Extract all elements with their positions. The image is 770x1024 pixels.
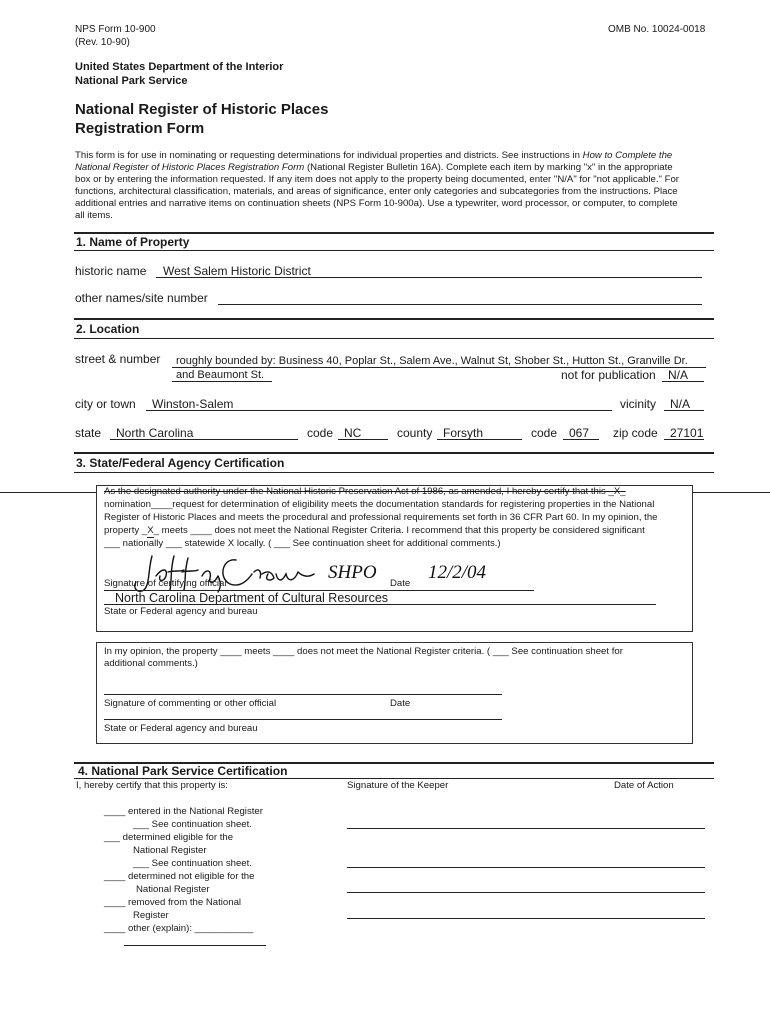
section1-heading: 1. Name of Property [76, 235, 190, 249]
keeper-signature-line[interactable] [347, 892, 705, 893]
not-for-publication-label: not for publication [561, 368, 656, 382]
agency-value[interactable]: North Carolina Department of Cultural Resources [115, 591, 389, 605]
state-code-label: code [307, 426, 334, 440]
zip-value[interactable]: 27101 [670, 426, 704, 440]
agency-label: State or Federal agency and bureau [104, 606, 258, 617]
agency-line [104, 604, 656, 605]
section3-heading: 3. State/Federal Agency Certification [76, 456, 285, 470]
comment-signature-label: Signature of commenting or other official [104, 698, 277, 709]
certification-statement: As the designated authority under the National Historic Preservation Act of 1986, as amended, I hereby certify that this _X_ [104, 486, 626, 497]
opinion-statement: In my opinion, the property ____ meets ____ does not meet the National Register criteria. ( ___ See continuation sheet for [104, 646, 623, 657]
signature-date: 12/2/04 [428, 562, 487, 583]
comment-signature-line[interactable] [104, 694, 502, 695]
keeper-signature-label: Signature of the Keeper [347, 780, 449, 791]
other-names-label: other names/site number [75, 291, 208, 305]
meets-checkmark[interactable]: X [147, 525, 154, 536]
determined-not-eligible-option[interactable]: ____ determined not eligible for the [104, 871, 255, 882]
section2-heading: 2. Location [76, 322, 140, 336]
not-for-publication-value[interactable]: N/A [668, 368, 689, 382]
county-code-label: code [531, 426, 558, 440]
nps-certify-statement: I, hereby certify that this property is: [76, 780, 228, 791]
instructions-reference: National Register of Historic Places Registration Form [75, 162, 305, 173]
vicinity-value[interactable]: N/A [670, 397, 691, 411]
date-label: Date [390, 578, 411, 589]
vicinity-label: vicinity [620, 397, 657, 411]
other-explain-line[interactable] [124, 945, 266, 946]
section-rule [74, 472, 714, 473]
instructions-text: functions, architectural classification, materials, and areas of significance, enter only categories and subcategories from the instructions. Place [75, 186, 678, 197]
continuation-sheet-option[interactable]: ___ See continuation sheet. [133, 858, 252, 869]
keeper-signature-line[interactable] [347, 918, 705, 919]
instructions-text: This form is for use in nominating or requesting determinations for individual properties and districts. See instructions in [75, 150, 583, 161]
instructions-text: additional entries and narrative items on continuation sheets (NPS Form 10-900a). Use a typewriter, word processor, or computer, to complete [75, 198, 678, 209]
section-rule [74, 778, 714, 779]
list-item: National Register [136, 884, 210, 895]
certification-statement: Register of Historic Places and meets the procedural and professional requirements set forth in 36 CFR Part 60. In my opinion, the [104, 512, 658, 523]
scan-rule [693, 492, 770, 493]
city-line [146, 410, 612, 411]
city-value[interactable]: Winston-Salem [152, 397, 234, 411]
section-rule [74, 452, 714, 454]
county-code-value[interactable]: 067 [569, 426, 590, 440]
other-explain-option[interactable]: ____ other (explain): ___________ [104, 923, 254, 934]
keeper-signature-line[interactable] [347, 828, 705, 829]
list-item: National Register [133, 845, 207, 856]
state-line [110, 439, 298, 440]
section-rule [74, 318, 714, 320]
removed-register-option[interactable]: ____ removed from the National [104, 897, 242, 908]
form-title-line2: Registration Form [75, 120, 205, 137]
form-number: NPS Form 10-900 [75, 24, 156, 35]
zip-label: zip code [613, 426, 658, 440]
street-line [172, 381, 272, 382]
comment-agency-label: State or Federal agency and bureau [104, 723, 258, 734]
state-code-value[interactable]: NC [344, 426, 362, 440]
state-value[interactable]: North Carolina [116, 426, 194, 440]
department-name: United States Department of the Interior [75, 61, 284, 73]
locally-checkmark[interactable]: X [227, 538, 235, 549]
not-for-publication-line [662, 381, 704, 382]
county-label: county [397, 426, 433, 440]
section-rule [74, 338, 714, 339]
comment-agency-line[interactable] [104, 719, 502, 720]
form-revision: (Rev. 10-90) [75, 37, 130, 48]
determined-eligible-option[interactable]: ___ determined eligible for the [104, 832, 234, 843]
continuation-sheet-option[interactable]: ___ See continuation sheet. [133, 819, 252, 830]
section4-heading: 4. National Park Service Certification [78, 764, 288, 778]
service-name: National Park Service [75, 75, 188, 87]
street-value-continued[interactable]: and Beaumont St. [176, 369, 265, 381]
certification-statement: nomination____request for determination of eligibility meets the documentation standards for registering properties in the National [104, 499, 655, 510]
instructions-paragraph [75, 150, 715, 222]
nomination-checkmark[interactable]: X [613, 486, 621, 497]
certification-statement: property _X_ meets ____ does not meet the National Register Criteria. I recommend that this property be considered significant [104, 525, 645, 536]
other-names-line[interactable] [218, 304, 702, 305]
section-rule [74, 250, 714, 251]
street-value[interactable]: roughly bounded by: Business 40, Poplar St., Salem Ave., Walnut St, Shober St., Hutton St., Granville Dr. [176, 355, 688, 367]
scan-rule [0, 492, 96, 493]
signatory-title: SHPO [328, 562, 377, 583]
county-value[interactable]: Forsyth [443, 426, 484, 440]
form-title-line1: National Register of Historic Places [75, 101, 329, 118]
historic-name-line [156, 277, 702, 278]
county-line [437, 439, 522, 440]
entered-register-option[interactable]: ____ entered in the National Register [104, 806, 263, 817]
state-label: state [75, 426, 102, 440]
keeper-signature-line[interactable] [347, 867, 705, 868]
county-code-line [563, 439, 599, 440]
list-item: Register [133, 910, 169, 921]
certification-statement: ___ nationally ___ statewide X locally. ( ___ See continuation sheet for additional comments.) [104, 538, 501, 549]
state-code-line [338, 439, 388, 440]
historic-name-value[interactable]: West Salem Historic District [163, 264, 311, 278]
historic-name-label: historic name [75, 264, 147, 278]
opinion-statement: additional comments.) [104, 658, 198, 669]
section-rule [74, 232, 714, 234]
instructions-reference: How to Complete the [582, 150, 673, 161]
comment-date-label: Date [390, 698, 411, 709]
omb-number: OMB No. 10024-0018 [608, 24, 706, 35]
zip-line [664, 439, 704, 440]
street-label: street & number [75, 352, 161, 366]
signature-label: Signature of certifying official [104, 578, 227, 589]
vicinity-line [664, 410, 704, 411]
instructions-text: (National Register Bulletin 16A). Complete each item by marking "x" in the appropriate [304, 162, 673, 173]
instructions-text: all items. [75, 210, 113, 221]
city-label: city or town [75, 397, 136, 411]
date-of-action-label: Date of Action [614, 780, 674, 791]
instructions-text: box or by entering the information requested. If any item does not apply to the property being documented, enter "N/A" for "not applicable." For [75, 174, 679, 185]
